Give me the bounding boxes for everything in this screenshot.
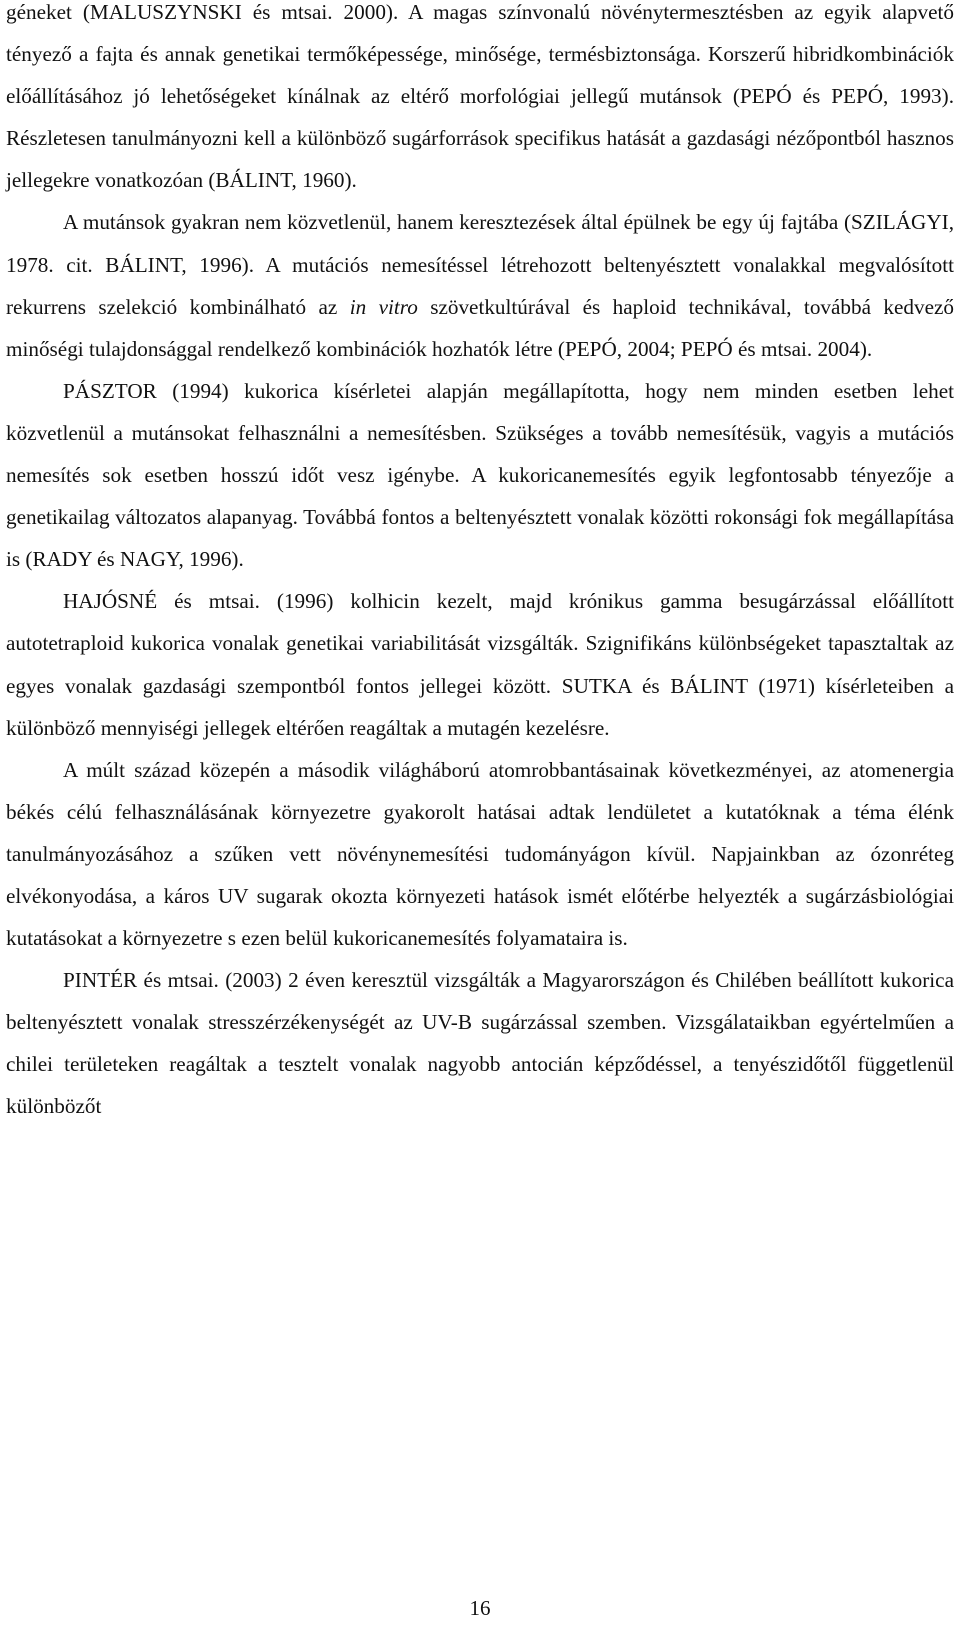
text-run: A múlt század közepén a második világháború atomrobbantásainak következményei, az atomenergia békés célú felhasználásának környezetre gyakorolt hatásai adtak lendületet a kutatóknak a téma élénk tanulmányozásához a szűken vett növénynemesítési tudományágon kívül. Napjainkban az ózonréteg elvékonyodása, a káros UV sugarak okozta környezeti hatások ismét előtérbe helyezték a sugárzásbiológiai kutatásokat a környezetre s ezen belül kukoricanemesítés folyamataira is. [6,757,954,951]
paragraph [6,201,954,369]
text-run: A mutánsok gyakran nem közvetlenül, hanem keresztezések által épülnek be egy új fajtába (SZILÁGYI, 1978. cit. BÁLINT, 1996). A mutációs nemesítéssel létrehozott beltenyésztett vonalakkal megvalósított rekurrens szelekció kombinálható az [6,210,954,319]
body-text [6,0,954,1128]
text-run: HAJÓSNÉ és mtsai. (1996) kolhicin kezelt, majd krónikus gamma besugárzással előállított autotetraploid kukorica vonalak genetikai variabilitását vizsgálták. Szignifikáns különbségeket tapasztaltak az egyes vonalak gazdasági szempontból fontos jellegei között. SUTKA és BÁLINT (1971) kísérleteiben a különböző mennyiségi jellegek eltérően reagáltak a mutagén kezelésre. [6,589,954,740]
page-number: 16 [469,1596,491,1620]
text-run: szövetkultúrával és haploid technikával, továbbá kedvező minőségi tulajdonsággal rendelkező kombinációk hozhatók létre (PEPÓ, 2004; PEPÓ és mtsai. 2004). [6,294,954,361]
paragraph [6,0,954,201]
paragraph [6,580,954,748]
paragraph [6,749,954,959]
text-run: PINTÉR és mtsai. (2003) 2 éven keresztül vizsgálták a Magyarországon és Chilében beállított kukorica beltenyésztett vonalak stresszérzékenységét az UV-B sugárzással szemben. Vizsgálataikban egyértelműen a chilei területeken reagáltak a tesztelt vonalak nagyobb antocián képződéssel, a tenyészidőtől függetlenül különbözőt [6,968,954,1119]
text-run: PÁSZTOR (1994) kukorica kísérletei alapján megállapította, hogy nem minden esetben lehet közvetlenül a mutánsokat felhasználni a nemesítésben. Szükséges a tovább nemesítésük, vagyis a mutációs nemesítés sok esetben hosszú időt vesz igénybe. A kukoricanemesítés egyik legfontosabb tényezője a genetikailag változatos alapanyag. Továbbá fontos a beltenyésztett vonalak közötti rokonsági fok megállapítása is (RADY és NAGY, 1996). [6,378,954,572]
paragraph [6,370,954,580]
italic-run: in vitro [349,294,418,319]
text-run: géneket (MALUSZYNSKI és mtsai. 2000). A magas színvonalú növénytermesztésben az egyik alapvető tényező a fajta és annak genetikai termőképessége, minősége, termésbiztonsága. Korszerű hibridkombinációk előállításához jó lehetőségeket kínálnak az eltérő morfológiai jellegű mutánsok (PEPÓ és PEPÓ, 1993). Részletesen tanulmányozni kell a különböző sugárforrások specifikus hatását a gazdasági nézőpontból hasznos jellegekre vonatkozóan (BÁLINT, 1960). [6,0,954,193]
paragraph [6,959,954,1127]
